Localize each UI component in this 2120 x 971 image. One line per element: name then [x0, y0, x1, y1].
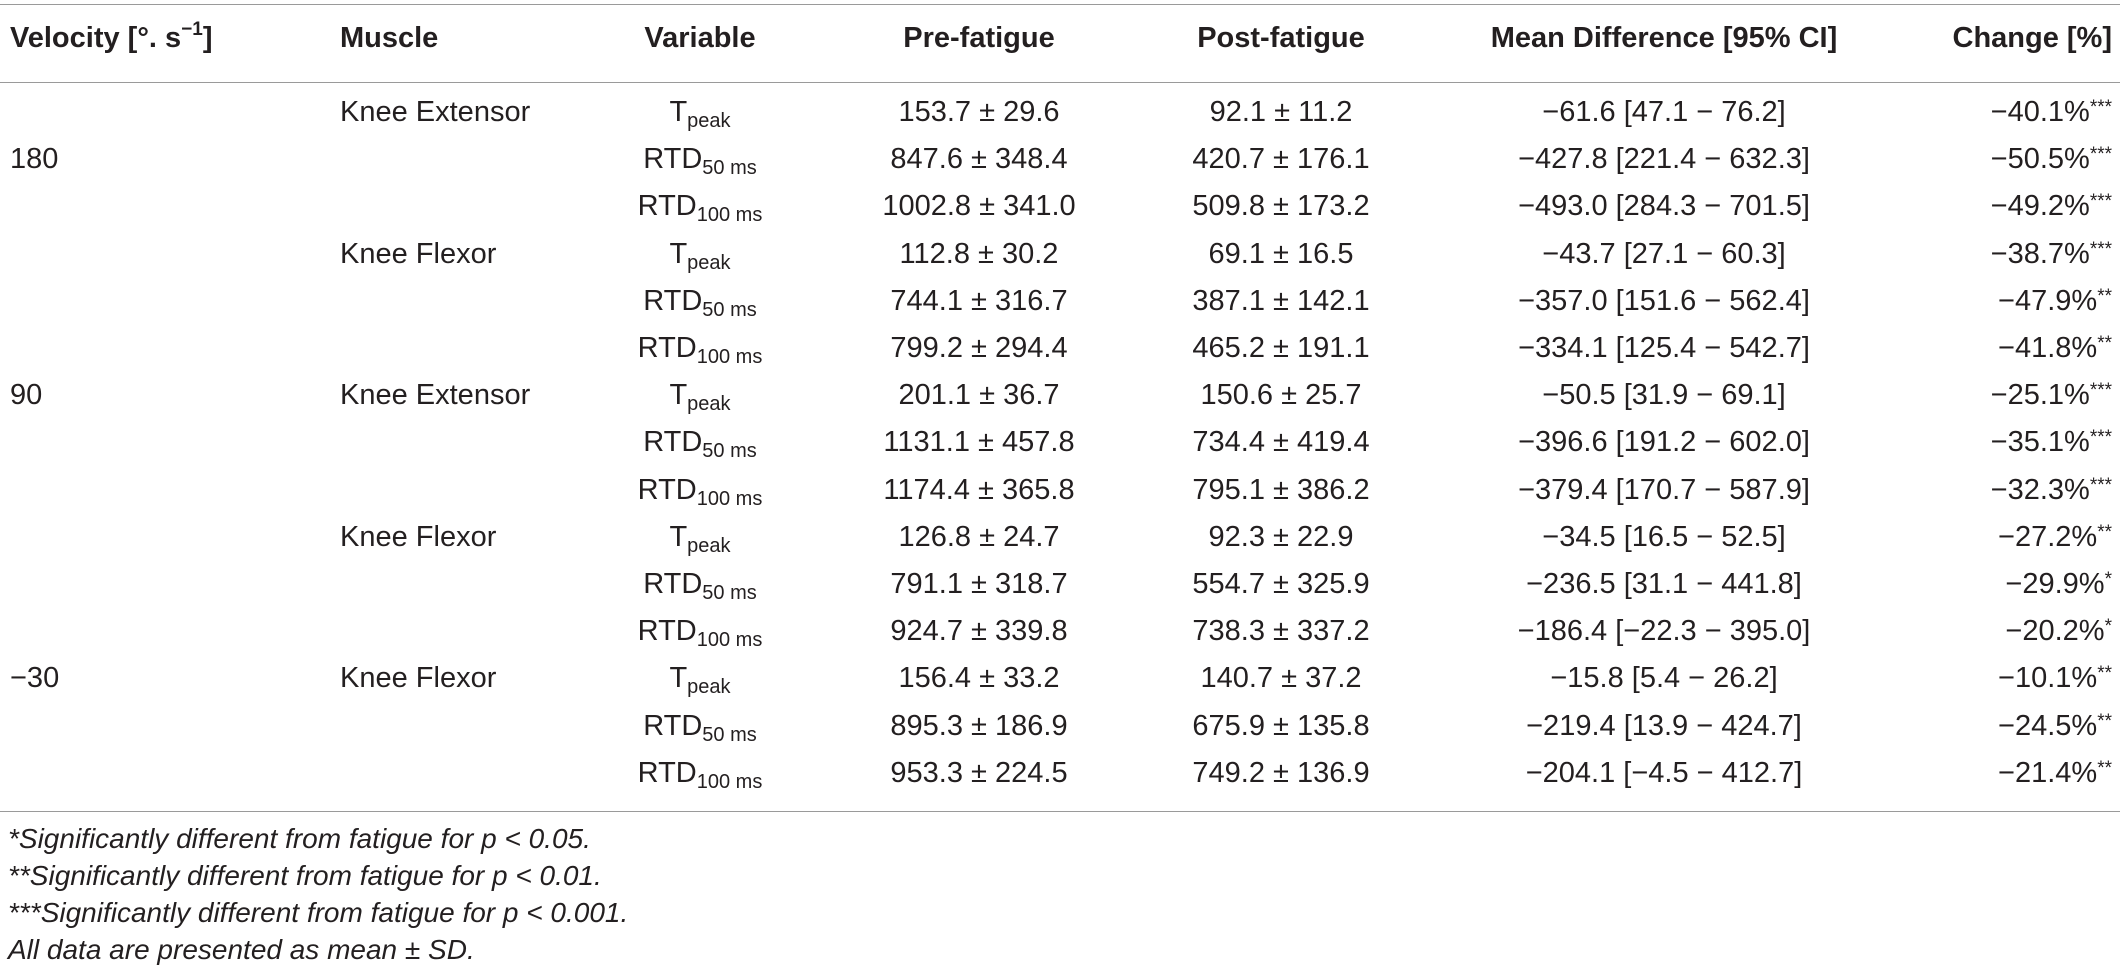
variable-subscript: peak: [687, 534, 731, 557]
row-mean-difference: −396.6 [191.2 − 602.0]: [1518, 426, 1810, 459]
significance-marker: **: [2097, 663, 2112, 685]
change-value: −32.3%: [1990, 473, 2090, 506]
row-variable: [669, 520, 731, 557]
row-pre-fatigue: 201.1 ± 36.7: [898, 379, 1060, 412]
row-mean-difference: −427.8 [221.4 − 632.3]: [1518, 143, 1810, 176]
row-change: [1998, 332, 2112, 364]
row-change: [2005, 568, 2112, 600]
variable-subscript: 50 ms: [702, 723, 757, 746]
row-variable: [637, 473, 763, 510]
row-variable: [669, 237, 731, 274]
row-pre-fatigue: 847.6 ± 348.4: [890, 143, 1068, 176]
significance-marker: **: [2097, 710, 2112, 732]
row-variable: [643, 568, 757, 604]
row-pre-fatigue: 895.3 ± 186.9: [890, 709, 1068, 742]
row-mean-difference: −204.1 [−4.5 − 412.7]: [1525, 756, 1803, 789]
row-post-fatigue: 387.1 ± 142.1: [1192, 284, 1370, 317]
variable-subscript: 100 ms: [696, 770, 763, 793]
variable-subscript: 50 ms: [702, 298, 757, 321]
row-mean-difference: −34.5 [16.5 − 52.5]: [1542, 520, 1786, 553]
variable-base: RTD: [637, 615, 697, 648]
change-value: −20.2%: [2005, 615, 2105, 648]
row-post-fatigue: 509.8 ± 173.2: [1192, 190, 1370, 223]
variable-base: RTD: [643, 709, 703, 742]
row-variable: [643, 284, 757, 321]
row-pre-fatigue: 791.1 ± 318.7: [890, 568, 1068, 600]
row-change: [1991, 379, 2112, 411]
footnotes: [8, 820, 628, 968]
significance-marker: ***: [2089, 191, 2112, 213]
row-change: [1991, 238, 2112, 270]
significance-marker: **: [2097, 757, 2112, 779]
row-change: [1991, 426, 2112, 458]
row-change: [2005, 615, 2112, 647]
header-mean-difference: Mean Difference [95% CI]: [1490, 22, 1838, 54]
significance-marker: *: [2104, 569, 2112, 590]
change-value: −40.1%: [1990, 96, 2090, 128]
row-variable: [669, 379, 731, 416]
footnote-mean-sd: All data are presented as mean ± SD.: [8, 934, 475, 965]
row-change: [1998, 285, 2112, 317]
row-variable: [637, 332, 763, 368]
variable-subscript: 100 ms: [696, 204, 763, 227]
row-change: [1991, 474, 2112, 506]
significance-marker: *: [2104, 616, 2112, 638]
row-post-fatigue: 140.7 ± 37.2: [1200, 662, 1362, 695]
variable-base: RTD: [637, 190, 697, 223]
variable-base: RTD: [643, 143, 703, 176]
significance-marker: ***: [2089, 97, 2112, 118]
header-bottom-rule: [0, 82, 2120, 83]
row-post-fatigue: 92.3 ± 22.9: [1208, 520, 1354, 553]
variable-base: RTD: [643, 426, 703, 459]
header-velocity: [10, 19, 213, 54]
change-value: −29.9%: [2005, 568, 2105, 600]
row-change: [1998, 710, 2112, 742]
change-value: −27.2%: [1998, 520, 2098, 553]
row-mean-difference: −219.4 [13.9 − 424.7]: [1526, 709, 1802, 742]
variable-base: T: [669, 520, 688, 553]
variable-base: RTD: [643, 568, 703, 600]
significance-marker: **: [2097, 285, 2112, 307]
header-muscle: Muscle: [340, 22, 439, 54]
row-muscle: Knee Flexor: [340, 520, 497, 553]
row-post-fatigue: 69.1 ± 16.5: [1208, 237, 1354, 270]
row-mean-difference: −236.5 [31.1 − 441.8]: [1526, 568, 1802, 600]
row-mean-difference: −15.8 [5.4 − 26.2]: [1550, 662, 1778, 695]
variable-base: T: [669, 662, 688, 695]
row-velocity: 90: [10, 379, 43, 412]
variable-subscript: 100 ms: [696, 487, 763, 510]
row-variable: [637, 190, 763, 227]
row-change: [1998, 521, 2112, 553]
row-muscle: Knee Extensor: [340, 379, 531, 412]
header-velocity-text: Velocity [°. s: [10, 22, 182, 54]
header-pre-fatigue: Pre-fatigue: [903, 22, 1055, 54]
variable-subscript: 50 ms: [702, 157, 757, 180]
row-change: [1998, 662, 2112, 694]
change-value: −47.9%: [1998, 284, 2098, 317]
variable-subscript: 50 ms: [702, 582, 757, 604]
row-pre-fatigue: 953.3 ± 224.5: [890, 756, 1068, 789]
variable-subscript: peak: [687, 251, 731, 274]
row-post-fatigue: 92.1 ± 11.2: [1209, 96, 1353, 128]
change-value: −25.1%: [1990, 379, 2090, 412]
row-variable: [643, 709, 757, 746]
row-variable: [637, 615, 763, 652]
table-top-rule: [0, 4, 2120, 5]
variable-subscript: 100 ms: [696, 346, 763, 368]
table-bottom-rule: [0, 811, 2120, 812]
row-pre-fatigue: 799.2 ± 294.4: [890, 332, 1068, 364]
row-post-fatigue: 554.7 ± 325.9: [1192, 568, 1370, 600]
row-mean-difference: −493.0 [284.3 − 701.5]: [1518, 190, 1810, 223]
row-muscle: Knee Flexor: [340, 662, 497, 695]
row-muscle: Knee Extensor: [340, 96, 531, 128]
row-post-fatigue: 465.2 ± 191.1: [1192, 332, 1370, 364]
variable-subscript: peak: [687, 676, 731, 699]
significance-marker: ***: [2089, 238, 2112, 260]
row-change: [1991, 96, 2112, 128]
variable-base: RTD: [643, 284, 703, 317]
row-mean-difference: −357.0 [151.6 − 562.4]: [1518, 284, 1810, 317]
row-pre-fatigue: 744.1 ± 316.7: [890, 284, 1068, 317]
change-value: −38.7%: [1990, 237, 2090, 270]
row-post-fatigue: 734.4 ± 419.4: [1192, 426, 1370, 459]
footnote-p005: *Significantly different from fatigue for p < 0.05.: [8, 823, 591, 854]
significance-marker: **: [2097, 521, 2112, 543]
variable-base: RTD: [637, 332, 697, 364]
row-post-fatigue: 675.9 ± 135.8: [1192, 709, 1370, 742]
variable-base: T: [669, 96, 688, 128]
row-pre-fatigue: 924.7 ± 339.8: [890, 615, 1068, 648]
variable-subscript: 50 ms: [702, 440, 757, 463]
row-mean-difference: −186.4 [−22.3 − 395.0]: [1517, 615, 1811, 648]
row-pre-fatigue: 1131.1 ± 457.8: [883, 426, 1075, 459]
row-variable: [643, 426, 757, 463]
row-mean-difference: −50.5 [31.9 − 69.1]: [1542, 379, 1786, 412]
footnote-p0001: ***Significantly different from fatigue for p < 0.001.: [8, 897, 629, 928]
header-change: Change [%]: [1952, 22, 2112, 54]
row-pre-fatigue: 112.8 ± 30.2: [899, 237, 1059, 270]
header-velocity-sup: −1: [181, 19, 203, 40]
row-pre-fatigue: 156.4 ± 33.2: [898, 662, 1060, 695]
change-value: −21.4%: [1998, 756, 2098, 789]
row-velocity: −30: [10, 662, 60, 695]
header-post-fatigue: Post-fatigue: [1197, 22, 1365, 54]
row-pre-fatigue: 153.7 ± 29.6: [898, 96, 1060, 128]
row-variable: [669, 662, 731, 699]
row-velocity: 180: [10, 143, 59, 176]
row-mean-difference: −379.4 [170.7 − 587.9]: [1518, 473, 1810, 506]
significance-marker: ***: [2089, 474, 2112, 496]
row-post-fatigue: 749.2 ± 136.9: [1192, 756, 1370, 789]
variable-subscript: 100 ms: [696, 629, 763, 652]
change-value: −49.2%: [1990, 190, 2090, 223]
row-muscle: Knee Flexor: [340, 237, 497, 270]
variable-base: T: [669, 237, 688, 270]
variable-subscript: peak: [687, 110, 731, 132]
significance-marker: ***: [2089, 380, 2112, 402]
variable-base: T: [669, 379, 688, 412]
row-mean-difference: −61.6 [47.1 − 76.2]: [1542, 96, 1786, 128]
row-post-fatigue: 738.3 ± 337.2: [1192, 615, 1370, 648]
row-change: [1991, 143, 2112, 175]
significance-marker: **: [2097, 333, 2112, 354]
variable-base: RTD: [637, 473, 697, 506]
row-pre-fatigue: 1174.4 ± 365.8: [883, 473, 1075, 506]
row-change: [1991, 190, 2112, 222]
row-variable: [669, 96, 731, 132]
row-pre-fatigue: 1002.8 ± 341.0: [882, 190, 1076, 223]
change-value: −24.5%: [1998, 709, 2098, 742]
row-change: [1998, 757, 2112, 789]
significance-marker: ***: [2089, 144, 2112, 166]
row-variable: [637, 756, 763, 793]
change-value: −50.5%: [1990, 143, 2090, 176]
footnote-p001: **Significantly different from fatigue for p < 0.01.: [8, 860, 602, 891]
significance-marker: ***: [2089, 427, 2112, 449]
header-velocity-end: ]: [202, 22, 213, 54]
row-mean-difference: −43.7 [27.1 − 60.3]: [1542, 237, 1786, 270]
row-post-fatigue: 420.7 ± 176.1: [1192, 143, 1370, 176]
header-variable: Variable: [644, 22, 756, 54]
row-mean-difference: −334.1 [125.4 − 542.7]: [1518, 332, 1810, 364]
variable-base: RTD: [637, 756, 697, 789]
row-post-fatigue: 150.6 ± 25.7: [1200, 379, 1362, 412]
change-value: −35.1%: [1990, 426, 2090, 459]
row-pre-fatigue: 126.8 ± 24.7: [898, 520, 1060, 553]
row-post-fatigue: 795.1 ± 386.2: [1192, 473, 1370, 506]
variable-subscript: peak: [687, 393, 731, 416]
row-variable: [643, 143, 757, 180]
change-value: −41.8%: [1998, 332, 2098, 364]
change-value: −10.1%: [1998, 662, 2098, 695]
